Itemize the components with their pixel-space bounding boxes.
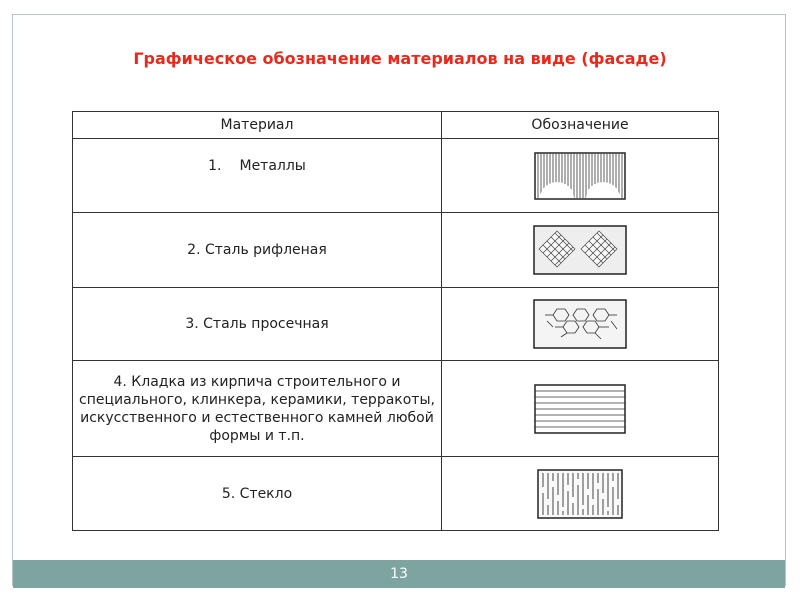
glass-hatch-icon [537, 469, 623, 519]
material-name [73, 139, 442, 213]
table-row [73, 361, 719, 457]
metals-hatch-icon [534, 152, 626, 200]
symbol-cell [442, 139, 719, 213]
material-name: 2. Сталь рифленая [73, 213, 442, 288]
header-material: Материал [73, 112, 442, 139]
material-name: 4. Кладка из кирпича строительного и специального, клинкера, керамики, терракоты, искусственного и естественного камней любой формы и т.п. [73, 361, 442, 457]
expanded-steel-hatch-icon [533, 299, 627, 349]
corrugated-steel-hatch-icon [533, 225, 627, 275]
header-symbol: Обозначение [442, 112, 719, 139]
symbol-cell [442, 361, 719, 457]
symbol-cell [442, 457, 719, 531]
table-row [73, 213, 719, 288]
table-row [73, 288, 719, 361]
footer-bar [13, 560, 785, 588]
material-label: Металлы [239, 158, 306, 174]
table-row [73, 457, 719, 531]
materials-table [72, 111, 719, 531]
table-row [73, 139, 719, 213]
slide-title: Графическое обозначение материалов на виде (фасаде) [133, 49, 667, 68]
table-header-row [73, 112, 719, 139]
row-number: 1. [208, 158, 222, 174]
material-name: 5. Стекло [73, 457, 442, 531]
page-number: 13 [390, 566, 408, 582]
symbol-cell [442, 288, 719, 361]
symbol-cell [442, 213, 719, 288]
masonry-hatch-icon [534, 384, 626, 434]
material-name: 3. Сталь просечная [73, 288, 442, 361]
